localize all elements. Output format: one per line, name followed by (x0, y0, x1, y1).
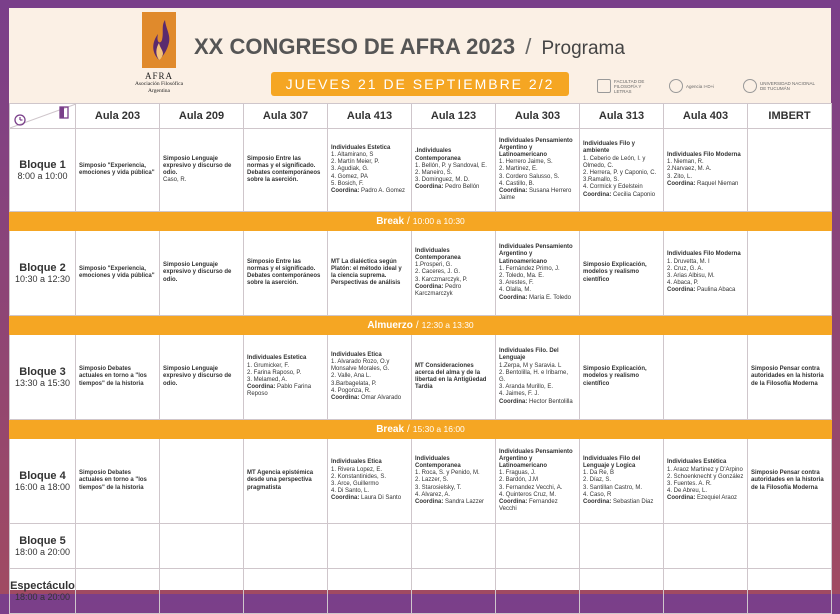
page-title (194, 34, 625, 60)
speaker-line: 3. Agudiak, G. (331, 166, 369, 173)
session-title: Simposio Debates actuales en torno a "los tiempos" de la historia (79, 366, 147, 387)
coordinator-label: Coordina: (331, 188, 360, 194)
coordinator-label: Coordina: (667, 495, 696, 502)
coordinator (499, 399, 576, 406)
coordinator-name: Hector Bentolilla (529, 398, 573, 405)
break-separator: / (407, 423, 410, 435)
block-row (10, 129, 832, 212)
speaker-line: 4. Abaca, P. (667, 280, 699, 287)
session-cell (748, 335, 832, 420)
speaker-line: 3. Arestes, F. (499, 280, 534, 287)
session-cell (580, 129, 664, 212)
header (9, 8, 831, 103)
speaker-line: 1. Druvetta, M. I (667, 258, 710, 265)
block-time: 8:00 a 10:00 (17, 171, 68, 181)
speaker-line: 5. Bosich, F. (331, 180, 364, 187)
speaker-line: 3. Fernandez Vecchi, A. (499, 484, 563, 491)
afra-logo (114, 12, 204, 100)
schedule-table (9, 103, 832, 614)
break-separator: / (407, 215, 410, 227)
speaker-line: 3. Santillan Castro, M. (583, 484, 643, 491)
session-cell (664, 569, 748, 614)
block-name: Bloque 1 (19, 159, 66, 171)
speaker-line: 1. Ceberio de León, I. y Olmedo, C. (583, 155, 646, 169)
speaker-line: 2. Lazzer, S. (415, 477, 449, 484)
coordinator-label: Coordina: (415, 184, 444, 191)
coordinator-label: Coordina: (499, 499, 528, 505)
session-cell (160, 524, 244, 569)
speaker-line: 4. Castillo, B. (499, 180, 535, 187)
block-time: 10:30 a 12:30 (14, 274, 71, 284)
session-cell (76, 335, 160, 420)
block-name: Bloque 4 (19, 470, 66, 482)
session-title: MT Consideraciones acerca del alma y de la libertad en la Antigüedad Tardía (415, 362, 487, 391)
session-title: Individuales Contemporanea (415, 455, 461, 469)
speaker-line: Caso, R. (163, 177, 187, 184)
block-row (10, 439, 832, 524)
speaker-line: 3. Karczmarczyk, P. (415, 276, 468, 283)
speaker-line: 2. Valle, Ana L. (331, 373, 371, 380)
session-cell (76, 129, 160, 212)
col-header: IMBERT (748, 104, 832, 129)
speaker-line: 1. Da Re, B (583, 470, 615, 477)
session-title: Simposio Lenguaje expresivo y discurso de odio. (163, 262, 232, 283)
block-time: 16:00 a 18:00 (14, 482, 71, 492)
speaker-line: 3. Cordero Salusso, S. (499, 173, 560, 180)
coordinator-name: Paulina Abaca (697, 287, 736, 294)
speaker-line: 1.Zerpa, M y Saravia. L (499, 362, 562, 369)
unt-logo-icon (743, 79, 757, 93)
speaker-line: 2. Toledo, Ma. E. (499, 273, 544, 279)
session-cell (664, 129, 748, 212)
session-cell (328, 439, 412, 524)
session-cell (328, 524, 412, 569)
session-title: Simposio Entre las normas y el significado. Debates contemporáneos sobre la aserción. (247, 258, 321, 287)
speaker-line: 2. Díaz, S. (583, 477, 612, 484)
coordinator-label: Coordina: (499, 398, 528, 405)
block-time: 18:00 a 20:00 (14, 547, 71, 557)
block-label (10, 335, 76, 420)
break-label: Break (376, 423, 405, 435)
session-title: Simposio Explicación, modelos y realismo científico (583, 262, 647, 283)
session-title: Individuales Estetica (331, 144, 391, 151)
session-cell (580, 524, 664, 569)
session-cell (244, 335, 328, 420)
speaker-line: 4. Caso, R (583, 491, 612, 498)
sponsor-ffyl (597, 76, 657, 96)
corner-cell (10, 104, 76, 129)
coordinator (499, 499, 576, 513)
session-cell (244, 524, 328, 569)
block-row (10, 335, 832, 420)
header-row (10, 104, 832, 129)
speaker-line: 4. Olalla, M. (499, 287, 532, 294)
speaker-line: 2. Bardón, J.M (499, 477, 539, 484)
break-label: Break (376, 215, 405, 227)
session-title: Individuales Contemporanea (415, 247, 461, 261)
session-cell (76, 439, 160, 524)
speaker-line: 2. Martín Meier, P. (331, 159, 380, 166)
block-name: Bloque 2 (19, 262, 66, 274)
title-sub: Programa (541, 38, 625, 59)
session-cell (664, 439, 748, 524)
speaker-line: 3. Zito, L. (667, 173, 693, 180)
session-cell (748, 524, 832, 569)
speaker-line: 3. Arias Albisu, M. (667, 273, 715, 279)
speaker-line: 4. Di Santo, L. (331, 488, 370, 495)
block-name: Espectáculo (10, 580, 75, 592)
block-name: Bloque 3 (19, 366, 66, 378)
speaker-line: 2.Narvaez, M. A. (667, 166, 712, 173)
session-title: Individuales Filo Moderna (667, 251, 741, 258)
speaker-line: 1.Prosperi, G. (415, 262, 453, 269)
block-row (10, 569, 832, 614)
coordinator-name: Sebastian Diaz (613, 499, 654, 505)
speaker-line: 1. Fernández Primo, J. (499, 265, 560, 272)
block-label (10, 231, 76, 316)
session-title: Individuales Filo del Lenguaje y Logica (583, 455, 641, 469)
coordinator-label: Coordina: (499, 188, 528, 194)
col-header: Aula 413 (328, 104, 412, 129)
session-cell (244, 129, 328, 212)
session-cell (580, 335, 664, 420)
schedule-body (10, 129, 832, 614)
session-title: Simposio Lenguaje expresivo y discurso de odio. (163, 155, 232, 176)
session-title: Individuales Pensamiento Argentino y Latinoamericano (499, 137, 573, 158)
col-header: Aula 203 (76, 104, 160, 129)
col-header: Aula 307 (244, 104, 328, 129)
speaker-line: 1. Altamirano, S (331, 151, 374, 158)
block-row (10, 524, 832, 569)
speaker-line: 2. Caceres, J. G. (415, 269, 461, 276)
speaker-line: 4. Quinteros Cruz, M. (499, 491, 557, 498)
col-header: Aula 403 (664, 104, 748, 129)
break-cell (10, 420, 832, 439)
speaker-line: 1. Araoz Martinez y D'Arpino (667, 466, 743, 473)
speaker-line: 2. Maneiro, S. (415, 170, 453, 176)
session-cell (748, 569, 832, 614)
session-cell (748, 129, 832, 212)
sponsor-text: UNIVERSIDAD NACIONAL DE TUCUMÁN (760, 81, 815, 91)
coordinator (667, 495, 744, 502)
session-cell (328, 335, 412, 420)
session-title: Individuales Estética (667, 459, 727, 466)
speaker-line: 3. Arce, Guillermo (331, 481, 379, 487)
break-separator: / (415, 319, 419, 331)
coordinator (667, 287, 744, 294)
ffyl-logo-icon (597, 79, 611, 93)
speaker-line: 1. Nieman, R. (667, 159, 704, 166)
coordinator-name: Raquel Nieman (697, 180, 739, 187)
session-title: Individuales Filo Moderna (667, 151, 741, 158)
session-cell (160, 439, 244, 524)
coordinator-name: Fernandez Vecchi (499, 499, 558, 513)
speaker-line: 3. Starosielsky, T. (415, 484, 462, 491)
session-cell (580, 439, 664, 524)
sponsor-unt (743, 76, 819, 96)
session-title: Individuales Etica (331, 459, 382, 466)
coordinator-label: Coordina: (667, 287, 696, 294)
speaker-line: 2. Martinez, E. (499, 166, 538, 173)
coordinator (331, 188, 408, 195)
logo-subtitle-1: Asociación Filosófica (134, 81, 184, 87)
block-name: Bloque 5 (19, 535, 66, 547)
speaker-line: 1. Grumicker, F. (247, 362, 290, 369)
coordinator-label: Coordina: (583, 499, 612, 505)
speaker-line: 4. De Abreu, L. (667, 488, 708, 495)
block-label (10, 569, 76, 614)
coordinator-name: María E. Toledo (529, 294, 571, 301)
session-cell (76, 524, 160, 569)
session-cell (496, 129, 580, 212)
speaker-line: 1. Fraguas, J. (499, 470, 536, 477)
title-separator: / (525, 34, 532, 59)
session-cell (412, 335, 496, 420)
coordinator-name: Sandra Lazzer (445, 499, 485, 505)
speaker-line: 1. Herrero Jaime, S. (499, 159, 553, 166)
session-cell (160, 335, 244, 420)
col-header: Aula 303 (496, 104, 580, 129)
coordinator-label: Coordina: (583, 191, 612, 198)
day-banner: JUEVES 21 DE SEPTIEMBRE 2/2 (271, 72, 569, 96)
speaker-line: 4. Gomez, PA (331, 173, 368, 180)
session-cell (160, 129, 244, 212)
block-time: 18:00 a 20:00 (14, 592, 71, 602)
session-cell (580, 231, 664, 316)
block-time: 13:30 a 15:30 (14, 378, 71, 388)
speaker-line: 1. Bellón, P. y Sandoval, E. (415, 162, 487, 169)
session-cell (664, 335, 748, 420)
coordinator (331, 495, 408, 502)
session-cell (160, 231, 244, 316)
session-cell (244, 439, 328, 524)
coordinator (583, 499, 660, 506)
session-cell (496, 335, 580, 420)
session-cell (412, 129, 496, 212)
speaker-line: 4. Cormick y Edelstein (583, 184, 643, 191)
coordinator-name: Omar Alvarado (361, 395, 402, 401)
session-title: Individuales Pensamiento Argentino y Latinoamericano (499, 448, 573, 469)
session-cell (412, 524, 496, 569)
logo-subtitle-2: Argentina (148, 88, 170, 94)
break-row (10, 420, 832, 439)
break-cell (10, 316, 832, 335)
session-title: Individuales Estetica (247, 355, 307, 362)
speaker-line: 4. Alvarez, A. (415, 491, 451, 498)
block-label (10, 439, 76, 524)
speaker-line: 2. Schoenknecht y González (667, 473, 744, 480)
session-cell (328, 129, 412, 212)
coordinator (247, 384, 324, 398)
speaker-line: 3. Dominguez, M. D. (415, 177, 470, 184)
session-title: Simposio Pensar contra autoridades en la historia de la Filosofía Moderna (751, 366, 824, 387)
sponsor-text: FACULTAD DE FILOSOFÍA Y LETRAS (614, 78, 645, 94)
coordinator-name: Susana Herrero Jaime (499, 188, 572, 202)
break-time: 10:00 a 10:30 (412, 215, 465, 226)
session-cell (328, 231, 412, 316)
session-cell (412, 569, 496, 614)
block-row (10, 231, 832, 316)
session-title: Individuales Filo y ambiente (583, 141, 636, 155)
coordinator-label: Coordina: (331, 495, 360, 502)
session-cell (328, 569, 412, 614)
speaker-line: 1. Alvarado Rozo, O.y Monsalve Morales, G. (331, 358, 390, 373)
session-title: MT Agencia epistémica desde una perspectiva pragmatista (247, 470, 314, 491)
coordinator (583, 192, 660, 199)
coordinator-name: Laura Di Santo (361, 495, 402, 502)
speaker-line: 3. Melamed, A. (247, 377, 288, 383)
speaker-line: 2. Cruz, G. A. (667, 265, 704, 272)
coordinator-name: Pedro Bellón (445, 184, 480, 191)
coordinator-label: Coordina: (667, 180, 696, 187)
speaker-line: 2. Konstantinides, S. (331, 473, 387, 480)
session-cell (664, 524, 748, 569)
speaker-line: 1. Rivera Lopez, E. (331, 466, 383, 473)
program-page (9, 8, 831, 602)
coordinator-name: Pedro Karczmarczyk (415, 283, 462, 297)
session-cell (412, 231, 496, 316)
coordinator-name: Padro A. Gomez (361, 188, 406, 194)
session-cell (244, 569, 328, 614)
session-title: .Individuales Contemporanea (415, 148, 461, 162)
break-time: 12:30 a 13:30 (421, 319, 474, 330)
col-header: Aula 123 (412, 104, 496, 129)
session-title: Simposio "Experiencia, emociones y vida pública" (79, 265, 155, 279)
coordinator-label: Coordina: (415, 499, 444, 505)
coordinator-name: Ezequiel Araoz (697, 495, 738, 502)
session-title: Simposio "Experiencia, emociones y vida pública" (79, 162, 155, 176)
session-cell (160, 569, 244, 614)
session-title: Simposio Explicación, modelos y realismo científico (583, 366, 647, 387)
session-title: Individuales Etica (331, 351, 382, 358)
coordinator (415, 499, 492, 506)
session-title: Individuales Pensamiento Argentino y Latinoamericano (499, 244, 573, 265)
session-title: Simposio Pensar contra autoridades en la historia de la Filosofía Moderna (751, 470, 824, 491)
break-time: 15:30 a 16:00 (412, 423, 465, 434)
coordinator (415, 184, 492, 191)
coordinator (499, 188, 576, 202)
session-cell (664, 231, 748, 316)
session-cell (496, 524, 580, 569)
coordinator-label: Coordina: (499, 294, 528, 301)
logo-name: AFRA (144, 71, 173, 81)
title-main: XX CONGRESO DE AFRA 2023 (194, 34, 516, 59)
col-header: Aula 313 (580, 104, 664, 129)
session-cell (76, 231, 160, 316)
coordinator-label: Coordina: (415, 283, 444, 290)
speaker-line: 3. Aranda Murillo, E. (499, 384, 554, 391)
coordinator-name: Cecilia Caponio (613, 191, 656, 198)
agencia-logo-icon (669, 79, 683, 93)
speaker-line: 3. Fuentes. A. R. (667, 481, 712, 487)
session-title: Simposio Lenguaje expresivo y discurso de odio. (163, 366, 232, 387)
block-label (10, 129, 76, 212)
speaker-line: 1. Roca, S. y Penido, M. (415, 470, 480, 477)
coordinator (499, 295, 576, 302)
coordinator-name: Pablo Farina Reposo (247, 384, 312, 398)
speaker-line: 4. Jaimes, F. J. (499, 391, 540, 398)
break-row (10, 212, 832, 231)
speaker-line: 2. Farina Raposo, P. (247, 369, 302, 376)
coordinator (667, 181, 744, 188)
coordinator (415, 284, 492, 298)
speaker-line: 3.Ramallo, S. (583, 177, 620, 184)
session-cell (496, 231, 580, 316)
session-cell (496, 439, 580, 524)
session-cell (76, 569, 160, 614)
speaker-line: 4. Pogonza, R. (331, 387, 371, 394)
session-cell (244, 231, 328, 316)
sponsor-text: Agencia I+D+i (686, 83, 715, 89)
session-cell (412, 439, 496, 524)
speaker-line: 3.Barbagelata, P. (331, 380, 377, 387)
session-cell (748, 231, 832, 316)
break-cell (10, 212, 832, 231)
flame-logo-icon (142, 12, 176, 68)
session-title: Simposio Entre las normas y el significado. Debates contemporáneos sobre la aserción. (247, 155, 321, 184)
break-label: Almuerzo (367, 319, 413, 331)
coordinator-label: Coordina: (247, 384, 276, 391)
speaker-line: 2. Bentolilla, H. e Iribarne, G. (499, 369, 569, 383)
session-title: MT La dialéctica según Platón: el método ideal y la ciencia suprema. Perspectivas de análisis (331, 258, 402, 287)
coordinator (331, 395, 408, 402)
session-title: Simposio Debates actuales en torno a "los tiempos" de la historia (79, 470, 147, 491)
sponsor-agencia (669, 76, 731, 96)
break-row (10, 316, 832, 335)
session-title: Individuales Filo. Del Lenguaje (499, 348, 559, 362)
speaker-line: 2. Herrera, P. y Caponio, C. (583, 170, 657, 176)
session-cell (748, 439, 832, 524)
col-header: Aula 209 (160, 104, 244, 129)
coordinator-label: Coordina: (331, 395, 360, 401)
session-cell (580, 569, 664, 614)
session-cell (496, 569, 580, 614)
block-label (10, 524, 76, 569)
